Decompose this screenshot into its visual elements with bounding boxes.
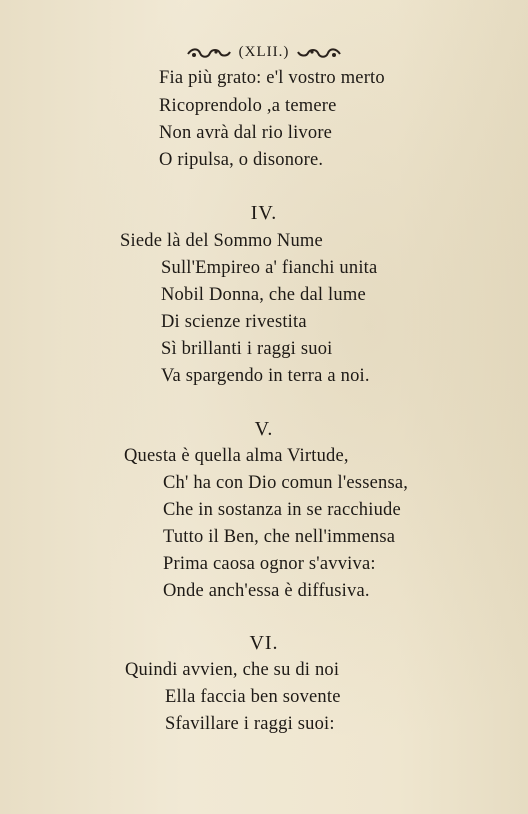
verse-line: Sì brillanti i raggi suoi	[161, 339, 333, 359]
verse-line: Va spargendo in terra a noi.	[161, 366, 370, 386]
verse-line: Quindi avvien, che su di noi	[125, 660, 340, 680]
verse-line: Sull'Empireo a' fianchi unita	[161, 258, 378, 278]
stanza-numeral: IV.	[250, 202, 278, 224]
verse-line: Non avrà dal rio livore	[159, 123, 333, 143]
verse-line: Questa è quella alma Virtude,	[124, 446, 349, 466]
verse-line: Onde anch'essa è diffusiva.	[163, 581, 370, 601]
page-number: (XLII.)	[238, 44, 290, 61]
verse-line: O ripulsa, o disonore.	[159, 150, 324, 170]
verse-line: Ch' ha con Dio comun l'essensa,	[163, 473, 409, 493]
verse-line: Prima caosa ognor s'avviva:	[163, 554, 376, 574]
verse-line: Di scienze rivestita	[161, 312, 307, 332]
verse-line: Ella faccia ben sovente	[165, 687, 341, 707]
stanza-numeral: V.	[254, 418, 274, 440]
verse-line: Che in sostanza in se racchiude	[163, 500, 401, 520]
verse-line: Sfavillare i raggi suoi:	[165, 714, 335, 734]
left-ornament-icon	[186, 46, 232, 60]
right-ornament-icon	[296, 46, 342, 60]
verse-line: Tutto il Ben, che nell'immensa	[163, 527, 396, 547]
page-header	[0, 44, 528, 61]
verse-line: Fia più grato: e'l vostro merto	[159, 68, 385, 88]
stanza-numeral: VI.	[249, 632, 279, 654]
verse-line: Nobil Donna, che dal lume	[161, 285, 366, 305]
verse-line: Ricoprendolo ,a temere	[159, 96, 337, 116]
verse-line: Siede là del Sommo Nume	[120, 231, 323, 251]
